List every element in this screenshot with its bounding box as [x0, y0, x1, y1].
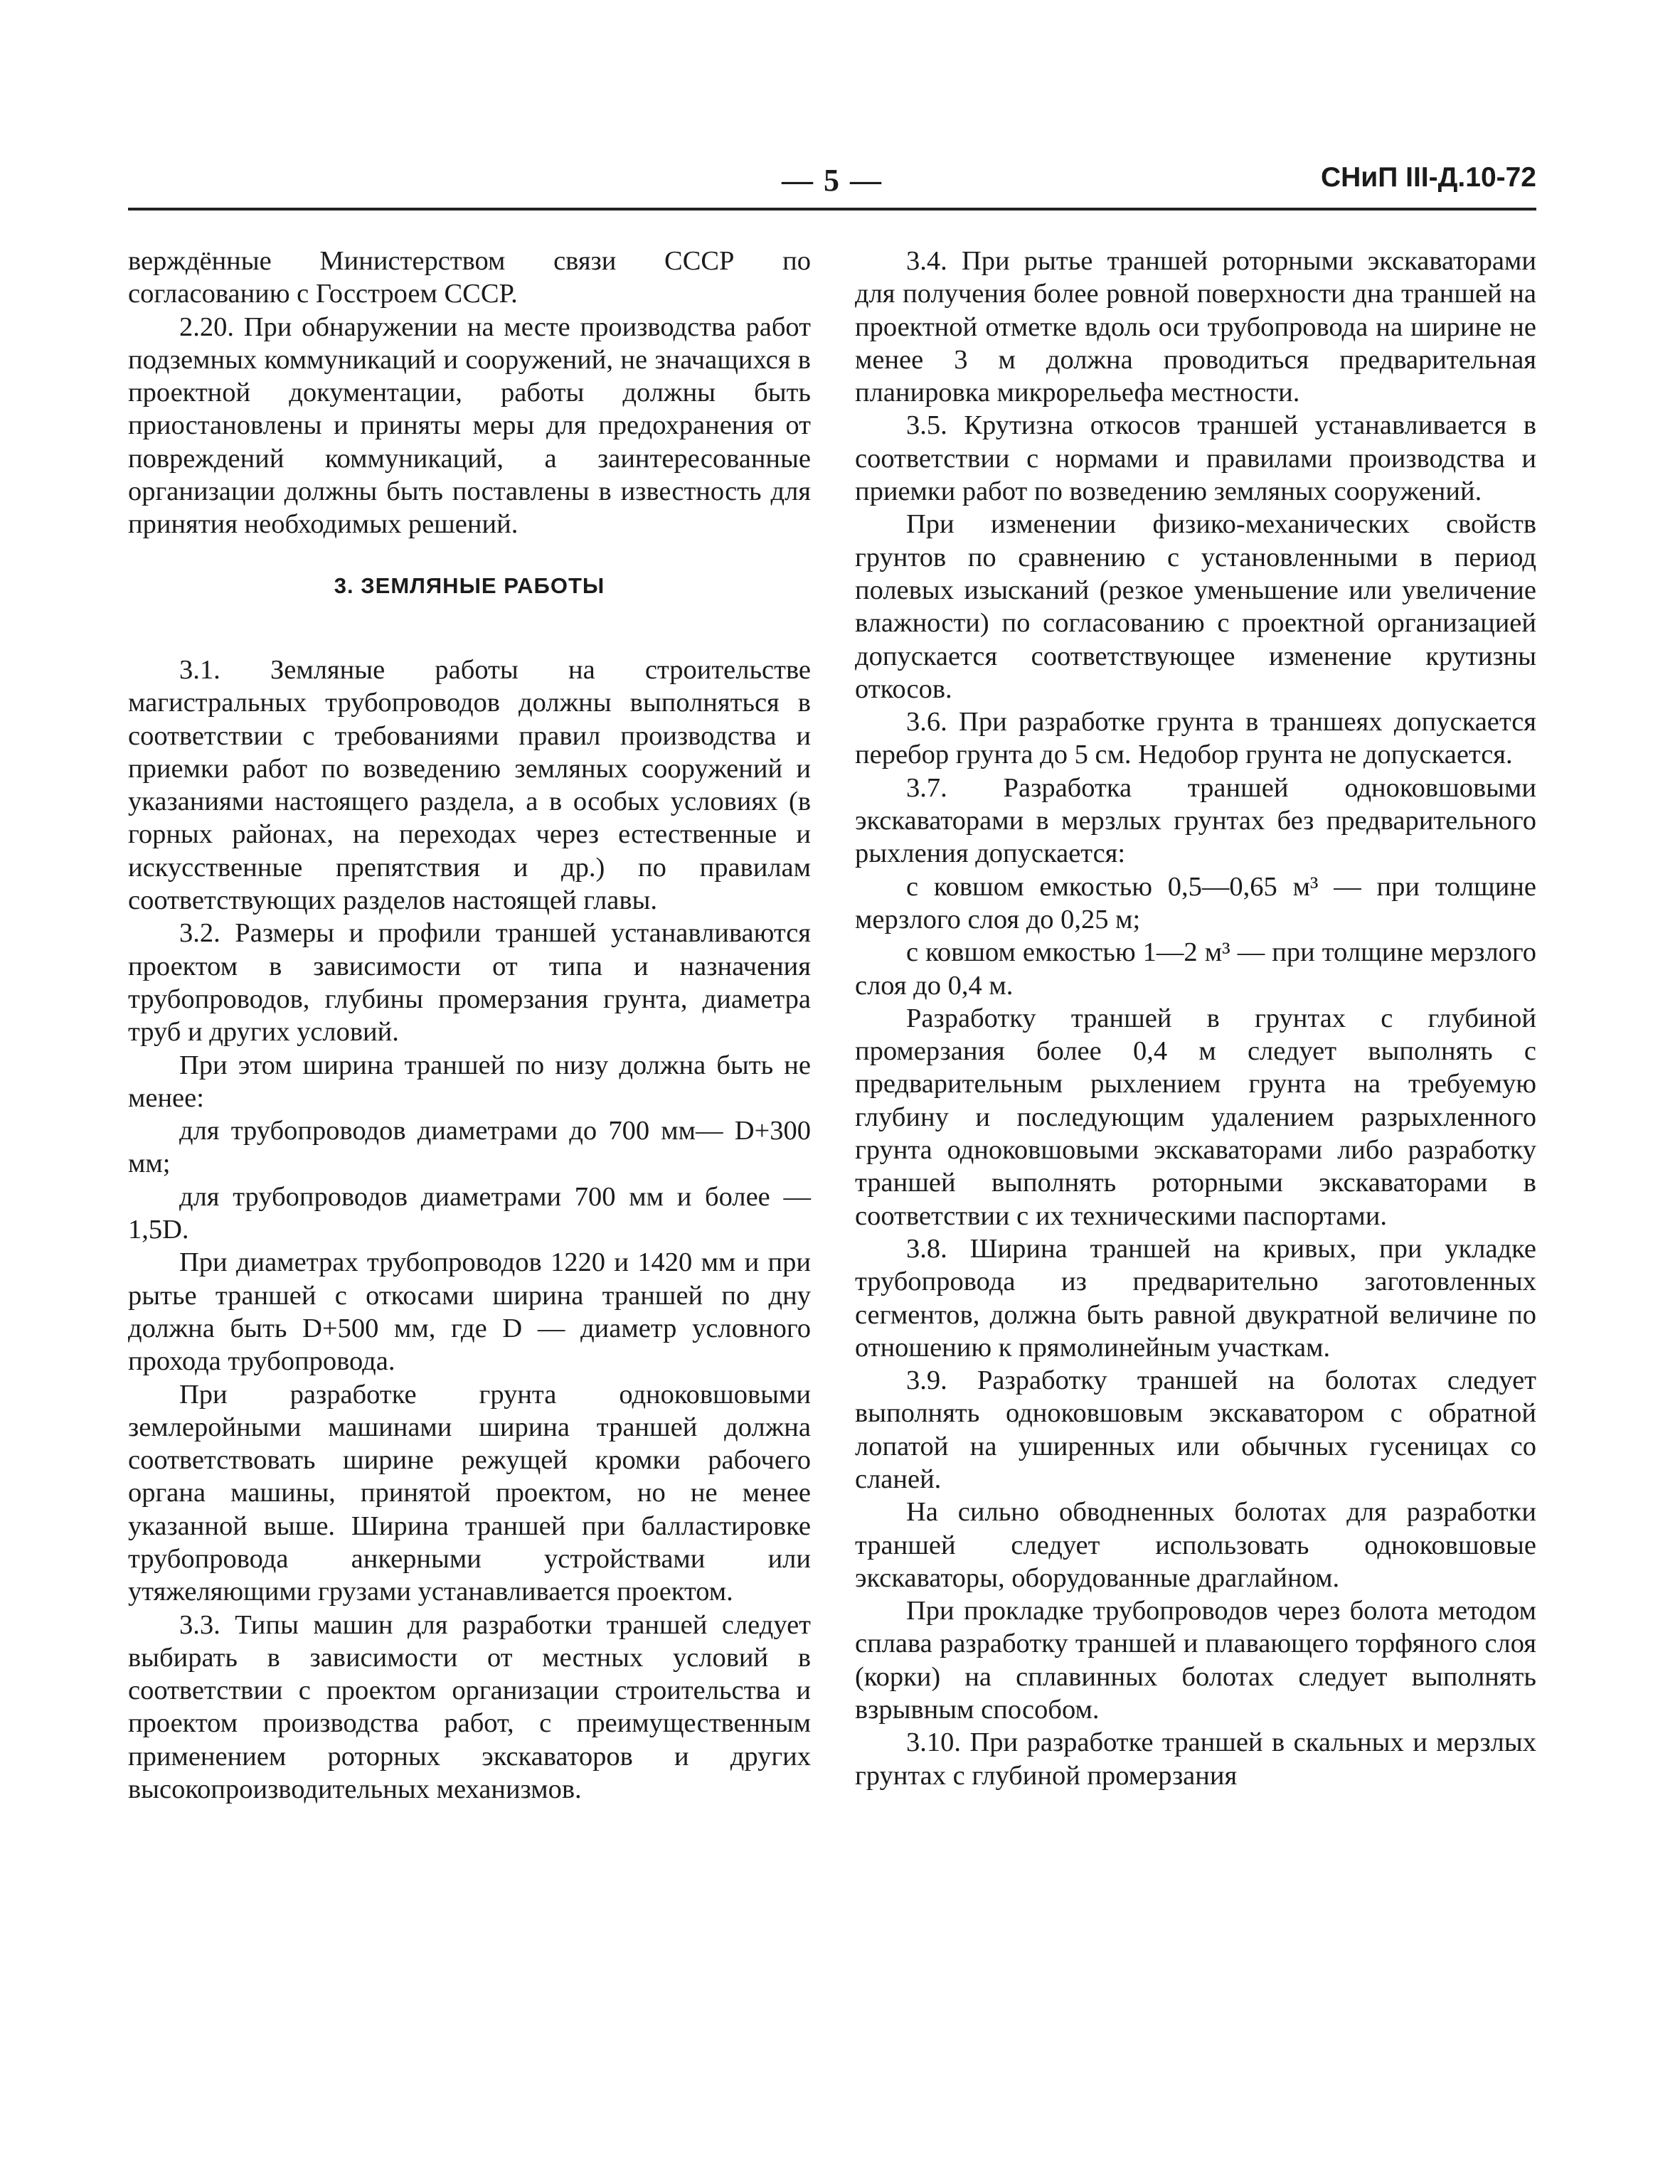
paragraph: 3.6. При разработке грунта в траншеях допускается перебор грунта до 5 см. Недобор грунта не допускается.: [855, 707, 1536, 770]
paragraph: верждённые Министерством связи СССР по согласованию с Госстроем СССР.: [128, 246, 811, 309]
left-column: [128, 245, 811, 1806]
paragraph: 3.8. Ширина траншей на кривых, при укладке трубопровода из предварительно заготовленных сегментов, должна быть равной двукратной величине по отношению к прямолинейным участкам.: [855, 1233, 1536, 1363]
paragraph: Разработку траншей в грунтах с глубиной промерзания более 0,4 м следует выполнять с предварительным рыхлением грунта на требуемую глубину и последующим удалением разрыхленного грунта одноковшовыми экскаваторами либо разработку траншей выполнять роторными экскаваторами в соответствии с их техническими паспортами.: [855, 1003, 1536, 1231]
right-column: [855, 245, 1536, 1792]
paragraph: При диаметрах трубопроводов 1220 и 1420 мм и при рытье траншей с откосами ширина траншей по дну должна быть D+500 мм, где D — диаметр условного прохода трубопровода.: [128, 1247, 811, 1377]
paragraph: с ковшом емкостью 0,5—0,65 м³ — при толщине мерзлого слоя до 0,25 м;: [855, 871, 1536, 934]
paragraph: 2.20. При обнаружении на месте производства работ подземных коммуникаций и сооружений, не значащихся в проектной документации, работы должны быть приостановлены и приняты меры для предохранения от повреждений коммуникаций, а заинтересованные организации должны быть поставлены в известность для принятия необходимых решений.: [128, 311, 811, 540]
section-heading: 3. ЗЕМЛЯНЫЕ РАБОТЫ: [334, 572, 605, 598]
paragraph: На сильно обводненных болотах для разработки траншей следует использовать одноковшовые экскаваторы, оборудованные драглайном.: [855, 1497, 1536, 1593]
paragraph: 3.4. При рытье траншей роторными экскаваторами для получения более ровной поверхности дна траншей на проектной отметке вдоль оси трубопровода на ширине не менее 3 м должна проводиться предварительная планировка микрорельефа местности.: [855, 246, 1536, 408]
paragraph: 3.3. Типы машин для разработки траншей следует выбирать в зависимости от местных условий в соответствии с проектом организации строительства и проектом производства работ, с преимущественным применением роторных экскаваторов и других высокопроизводительных механизмов.: [128, 1609, 811, 1805]
paragraph: При прокладке трубопроводов через болота методом сплава разработку траншей и плавающего торфяного слоя (корки) на сплавинных болотах следует выполнять взрывным способом.: [855, 1596, 1536, 1725]
paragraph: При изменении физико-механических свойств грунтов по сравнению с установленными в период полевых изысканий (резкое уменьшение или увеличение влажности) по согласованию с проектной организацией допускается соответствующее изменение крутизны откосов.: [855, 509, 1536, 704]
page-number: — 5 —: [782, 163, 883, 198]
paragraph: 3.2. Размеры и профили траншей устанавливаются проектом в зависимости от типа и назначения трубопроводов, глубины промерзания грунта, диаметра труб и других условий.: [128, 918, 811, 1048]
paragraph: 3.7. Разработка траншей одноковшовыми экскаваторами в мерзлых грунтах без предварительного рыхления допускается:: [855, 772, 1536, 869]
document-code: СНиП III-Д.10-72: [1320, 162, 1536, 193]
paragraph: При этом ширина траншей по низу должна быть не менее:: [128, 1050, 811, 1113]
paragraph: с ковшом емкостью 1—2 м³ — при толщине мерзлого слоя до 0,4 м.: [855, 937, 1536, 1001]
paragraph: 3.9. Разработку траншей на болотах следует выполнять одноковшовым экскаватором с обратной лопатой на уширенных или обычных гусеницах со сланей.: [855, 1365, 1536, 1494]
paragraph: 3.10. При разработке траншей в скальных и мерзлых грунтах с глубиной промерзания: [855, 1727, 1536, 1791]
paragraph: для трубопроводов диаметрами 700 мм и более — 1,5D.: [128, 1181, 811, 1245]
paragraph: 3.1. Земляные работы на строительстве магистральных трубопроводов должны выполняться в соответствии с требованиями правил производства и приемки работ по возведению земляных сооружений и указаниями настоящего раздела, а в особых условиях (в горных районах, на переходах через естественные и искусственные препятствия и др.) по правилам соответствующих разделов настоящей главы.: [128, 654, 811, 916]
paragraph: При разработке грунта одноковшовыми землеройными машинами ширина траншей должна соответствовать ширине режущей кромки рабочего органа машины, принятой проектом, но не менее указанной выше. Ширина траншей при балластировке трубопровода анкерными устройствами или утяжеляющими грузами устанавливается проектом.: [128, 1379, 811, 1607]
paragraph: для трубопроводов диаметрами до 700 мм— D+300 мм;: [128, 1116, 811, 1179]
paragraph: 3.5. Крутизна откосов траншей устанавливается в соответствии с нормами и правилами производства и приемки работ по возведению земляных сооружений.: [855, 410, 1536, 507]
header-rule: [128, 208, 1536, 211]
page-header: [128, 162, 1536, 212]
